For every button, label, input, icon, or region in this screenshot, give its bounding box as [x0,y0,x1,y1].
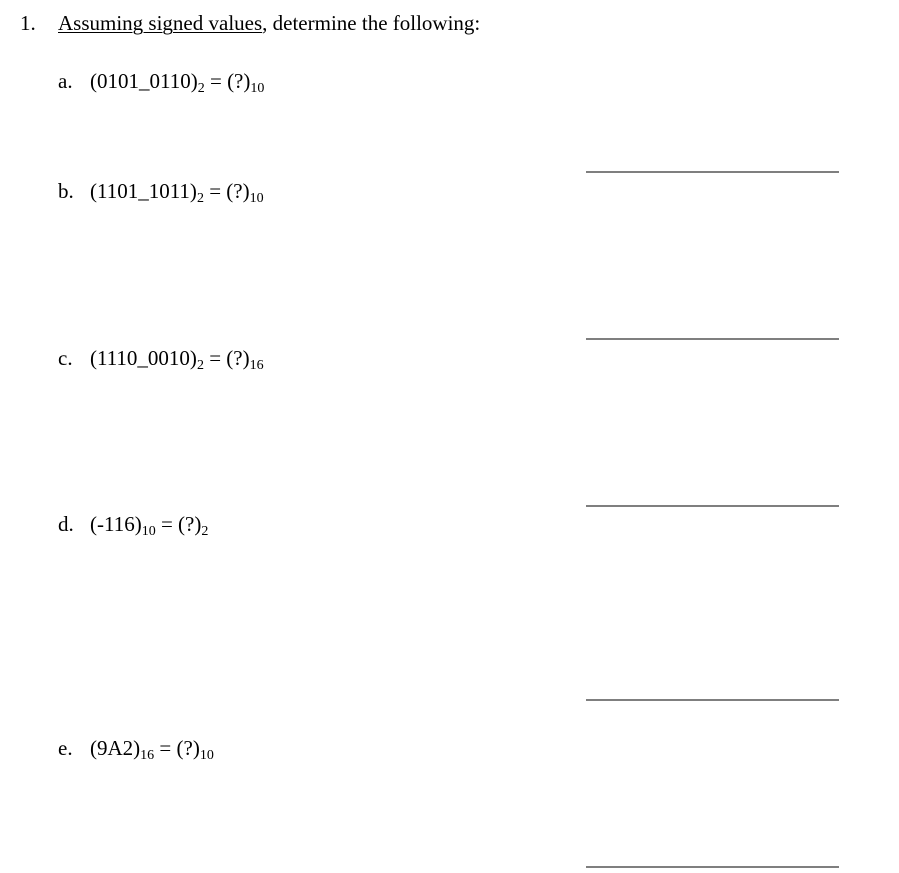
equals-sign: = [155,512,179,536]
lhs-value: (9A2) [90,736,141,760]
answer-line-a [586,171,839,173]
rhs-value: (?) [226,179,250,203]
equals-sign: = [203,179,227,203]
lhs-base: 16 [140,748,155,763]
equals-sign: = [203,346,227,370]
lhs-value: (0101_0110) [90,69,198,93]
sub-item-a [58,69,265,96]
rhs-value: (?) [227,69,251,93]
conversion-expression [90,69,265,96]
sub-item-e [58,736,214,763]
sub-item-c [58,346,264,373]
lhs-value: (-116) [90,512,142,536]
rhs-base: 10 [249,191,264,206]
conversion-expression [90,512,209,539]
question-prompt [58,11,480,35]
rhs-value: (?) [176,736,200,760]
rhs-base: 2 [201,524,209,539]
equals-sign: = [204,69,228,93]
question-number: 1. [20,11,36,35]
conversion-expression [90,736,214,763]
lhs-base: 2 [197,81,205,96]
sub-item-letter: b. [58,179,74,203]
rhs-value: (?) [226,346,250,370]
answer-line-c [586,505,839,507]
question-prompt-underlined: Assuming signed values [58,11,263,35]
answer-line-d [586,699,839,701]
rhs-base: 16 [249,358,264,373]
lhs-base: 2 [196,191,204,206]
rhs-base: 10 [250,81,265,96]
sub-item-b [58,179,264,206]
conversion-expression [90,179,264,206]
question-prompt-rest: , determine the following: [262,11,481,35]
sub-item-letter: a. [58,69,73,93]
lhs-value: (1110_0010) [90,346,197,370]
sub-item-letter: c. [58,346,73,370]
lhs-base: 10 [141,524,156,539]
equals-sign: = [154,736,177,760]
rhs-value: (?) [178,512,202,536]
sub-item-letter: d. [58,512,74,536]
lhs-value: (1101_1011) [90,179,197,203]
rhs-base: 10 [199,748,214,763]
conversion-expression [90,346,264,373]
sub-item-d [58,512,209,539]
answer-line-b [586,338,839,340]
sub-item-letter: e. [58,736,73,760]
answer-line-e [586,866,839,868]
lhs-base: 2 [196,358,204,373]
